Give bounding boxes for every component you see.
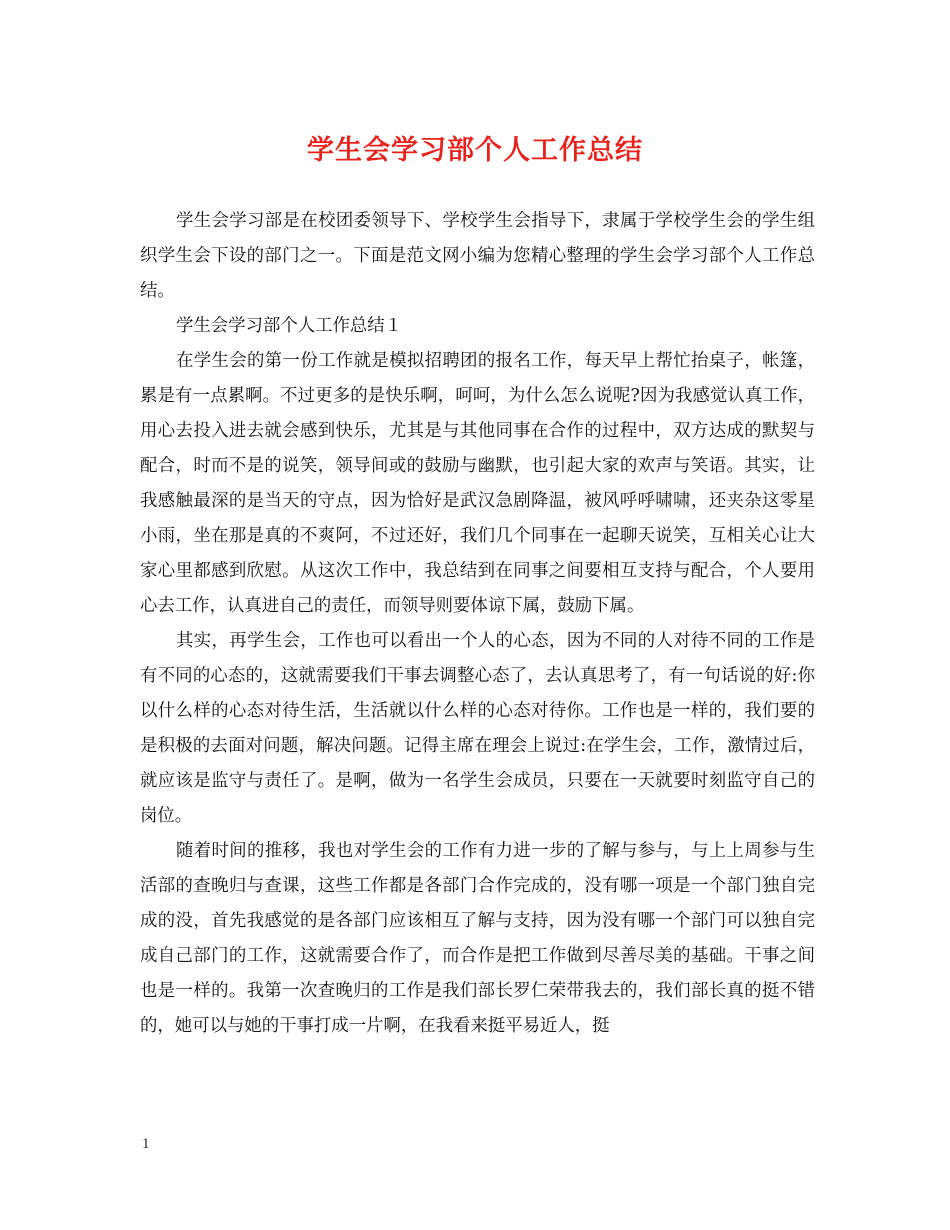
page-number: 1 [142,1136,150,1152]
paragraph-cooperation: 随着时间的推移，我也对学生会的工作有力进一步的了解与参与，与上上周参与生活部的查晚归与查课，这些工作都是各部门合作完成的，没有哪一项是一个部门独自完成的没，首先我感觉的是各部门应该相互了解与支持，因为没有哪一个部门可以独自完成自己部门的工作，这就需要合作了，而合作是把工作做到尽善尽美的基础。干事之间也是一样的。我第一次查晚归的工作是我们部长罗仁荣带我去的，我们部长真的挺不错的，她可以与她的干事打成一片啊，在我看来挺平易近人，挺 [140,841,815,1036]
section-heading: 学生会学习部个人工作总结１ [176,316,403,336]
document-title: 学生会学习部个人工作总结 [307,135,643,166]
paragraph-first-job: 在学生会的第一份工作就是模拟招聘团的报名工作，每天早上帮忙抬桌子，帐篷，累是有一点累啊。不过更多的是快乐啊，呵呵，为什么怎么说呢?因为我感觉认真工作，用心去投入进去就会感到快乐，尤其是与其他同事在合作的过程中，双方达成的默契与配合，时而不是的说笑，领导间或的鼓励与幽默，也引起大家的欢声与笑语。其实，让我感触最深的是当天的守点，因为恰好是武汉急剧降温，被风呼呼啸啸，还夹杂这零星小雨，坐在那是真的不爽阿，不过还好，我们几个同事在一起聊天说笑，互相关心让大家心里都感到欣慰。从这次工作中，我总结到在同事之间要相互支持与配合，个人要用心去工作，认真进自己的责任，而领导则要体谅下属，鼓励下属。 [140,351,815,616]
document-body [140,204,815,1044]
paragraph-attitude: 其实，再学生会，工作也可以看出一个人的心态，因为不同的人对待不同的工作是有不同的心态的，这就需要我们干事去调整心态了，去认真思考了，有一句话说的好:你以什么样的心态对待生活，生活就以什么样的心态对待你。工作也是一样的，我们要的是积极的去面对问题，解决问题。记得主席在理会上说过:在学生会，工作，激情过后，就应该是监守与责任了。是啊，做为一名学生会成员，只要在一天就要时刻监守自己的岗位。 [140,631,815,826]
paragraph-intro: 学生会学习部是在校团委领导下、学校学生会指导下，隶属于学校学生会的学生组织学生会下设的部门之一。下面是范文网小编为您精心整理的学生会学习部个人工作总结。 [140,211,815,301]
